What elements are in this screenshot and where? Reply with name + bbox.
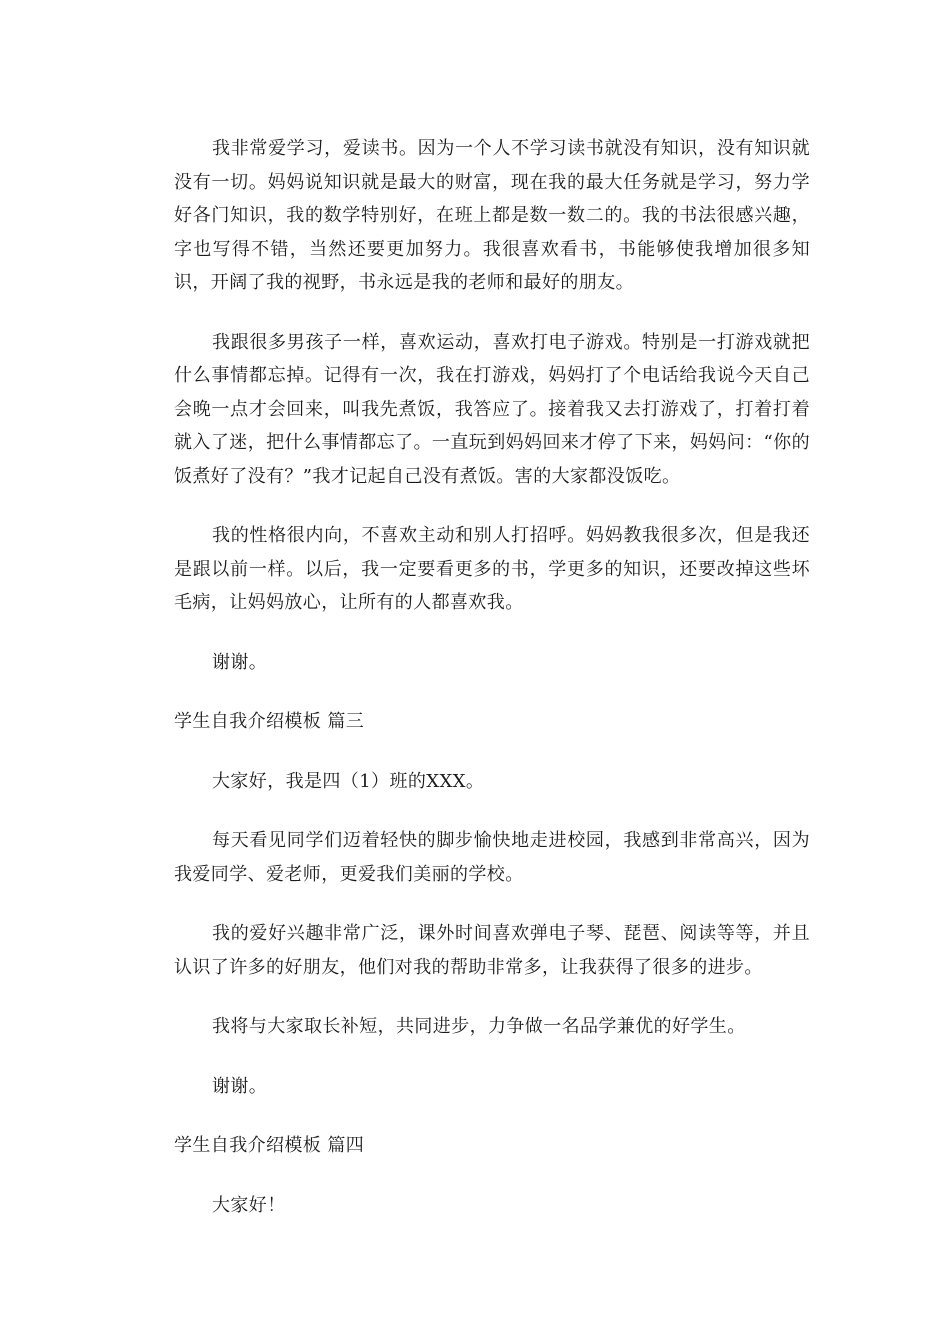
paragraph-greeting: 大家好，我是四（1）班的XXX。: [212, 770, 485, 792]
paragraph-personality: 我的性格很内向，不喜欢主动和别人打招呼。妈妈教我很多次，但是我还是跟以前一样。以后，我一定要看更多的书，学更多的知识，还要改掉这些坏毛病，让妈妈放心，让所有的人都喜欢我。: [174, 525, 810, 613]
paragraph-school: 每天看见同学们迈着轻快的脚步愉快地走进校园，我感到非常高兴，因为我爱同学、爱老师，更爱我们美丽的学校。: [174, 830, 810, 885]
paragraph-greeting: 大家好！: [212, 1194, 286, 1216]
paragraph-thanks: 谢谢。: [212, 651, 268, 673]
paragraph-thanks: 谢谢。: [212, 1075, 268, 1097]
paragraph-goal: 我将与大家取长补短，共同进步，力争做一名品学兼优的好学生。: [212, 1016, 746, 1037]
section-heading-4: 学生自我介绍模板 篇四: [174, 1135, 365, 1156]
paragraph-hobbies: 我的爱好兴趣非常广泛，课外时间喜欢弹电子琴、琵琶、阅读等等，并且认识了许多的好朋友，他们对我的帮助非常多，让我获得了很多的进步。: [174, 923, 810, 978]
paragraph-study: 我非常爱学习，爱读书。因为一个人不学习读书就没有知识，没有知识就没有一切。妈妈说知识就是最大的财富，现在我的最大任务就是学习，努力学好各门知识，我的数学特别好，在班上都是数一数二的。我的书法很感兴趣，字也写得不错，当然还要更加努力。我很喜欢看书，书能够使我增加很多知识，开阔了我的视野，书永远是我的老师和最好的朋友。: [174, 138, 810, 293]
section-heading-3: 学生自我介绍模板 篇三: [174, 711, 365, 732]
document-body: [174, 132, 810, 1248]
paragraph-games: 我跟很多男孩子一样，喜欢运动，喜欢打电子游戏。特别是一打游戏就把什么事情都忘掉。记得有一次，我在打游戏，妈妈打了个电话给我说今天自己会晚一点才会回来，叫我先煮饭，我答应了。接着我又去打游戏了，打着打着就入了迷，把什么事情都忘了。一直玩到妈妈回来才停了下来，妈妈问：“你的饭煮好了没有？”我才记起自己没有煮饭。害的大家都没饭吃。: [174, 331, 810, 487]
